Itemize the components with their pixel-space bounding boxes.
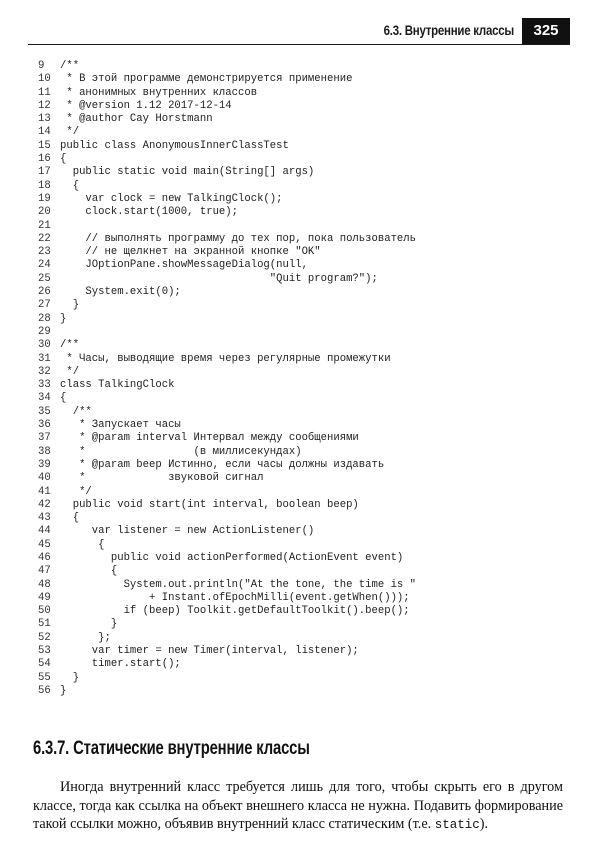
code-line [38,100,416,113]
code-text: { [60,153,67,166]
line-number: 14 [38,126,51,139]
inline-code-static: static [434,818,480,833]
code-text: /** [60,60,80,72]
line-number: 33 [38,379,51,392]
code-text: { [60,512,80,525]
code-text: { [60,392,67,405]
line-number: 24 [38,259,51,272]
code-text: }; [60,631,111,644]
line-number: 28 [38,312,51,325]
code-line [38,432,416,445]
code-line [38,592,416,605]
line-number: 38 [38,445,51,458]
code-text: // не щелкнет на экранной кнопке "OK" [60,246,321,259]
paragraph-end: ). [479,816,489,833]
code-text: "Quit program?"); [60,272,378,285]
line-number: 45 [38,538,51,551]
line-number: 15 [38,139,51,152]
code-text: * звуковой сигнал [60,472,264,485]
line-number: 19 [38,192,51,205]
code-line [38,299,416,312]
line-number: 55 [38,671,51,684]
line-number: 22 [38,232,51,245]
code-line [38,326,416,339]
code-text: JOptionPane.showMessageDialog(null, [60,259,308,272]
code-line [38,406,416,419]
code-text: */ [60,365,80,378]
line-number: 30 [38,339,51,352]
code-line [38,379,416,392]
code-text: } [60,312,67,325]
line-number: 27 [38,299,51,312]
line-number: 46 [38,551,51,564]
code-line [38,539,416,552]
code-line [38,632,416,645]
line-number: 25 [38,272,51,285]
line-number: 49 [38,591,51,604]
paragraph-text: Иногда внутренний класс требуется лишь для того, чтобы скрыть его в другом классе, тогда как ссылка на объект внешнего класса не нужна. Подавить формирование такой ссылки можно, объявив внутренний класс статическим (т.е. [33,779,563,833]
section-heading: 6.3.7. Статические внутренние классы [33,738,310,759]
code-text: * @param beep Истинно, если часы должны издавать [60,458,385,471]
code-listing [38,60,416,698]
code-line [38,126,416,139]
page-number: 325 [522,18,570,44]
line-number: 36 [38,419,51,432]
line-number: 12 [38,99,51,112]
line-number: 54 [38,658,51,671]
code-line [38,672,416,685]
code-text: var clock = new TalkingClock(); [60,192,283,205]
line-number: 43 [38,512,51,525]
code-text: System.out.println("At the tone, the time is " [60,578,417,591]
code-line [38,486,416,499]
code-text: * В этой программе демонстрируется применение [60,73,353,86]
line-number: 39 [38,458,51,471]
code-line [38,140,416,153]
code-text: { [60,565,118,578]
code-line [38,60,416,73]
code-text: public class AnonymousInnerClassTest [60,139,289,152]
code-line [38,459,416,472]
code-text: public void actionPerformed(ActionEvent event) [60,551,404,564]
code-text: } [60,671,80,684]
code-text: public void start(int interval, boolean beep) [60,498,359,511]
code-text: // выполнять программу до тех пор, пока пользователь [60,232,417,245]
line-number: 13 [38,113,51,126]
line-number: 53 [38,645,51,658]
code-text: * Запускает часы [60,419,181,432]
line-number: 35 [38,405,51,418]
code-text: * @version 1.12 2017-12-14 [60,99,232,112]
line-number: 20 [38,206,51,219]
code-text: var timer = new Timer(interval, listener); [60,645,359,658]
line-number: 23 [38,246,51,259]
line-number: 41 [38,485,51,498]
code-text: * @author Cay Horstmann [60,113,213,126]
line-number: 34 [38,392,51,405]
code-text: * анонимных внутренних классов [60,86,258,99]
code-line [38,645,416,658]
line-number: 56 [38,684,51,697]
line-number: 31 [38,352,51,365]
code-line [38,472,416,485]
code-line [38,512,416,525]
line-number: 9 [38,60,45,72]
code-line [38,273,416,286]
code-line [38,499,416,512]
code-line [38,366,416,379]
line-number: 44 [38,525,51,538]
code-text: public static void main(String[] args) [60,166,315,179]
code-line [38,220,416,233]
code-text: } [60,618,118,631]
code-line [38,419,416,432]
code-text: } [60,684,67,697]
code-text: * Часы, выводящие время через регулярные промежутки [60,352,391,365]
code-text: timer.start(); [60,658,181,671]
code-text: System.exit(0); [60,286,181,299]
code-line [38,193,416,206]
line-number: 50 [38,605,51,618]
code-text: * @param interval Интервал между сообщениями [60,432,359,445]
code-line [38,618,416,631]
running-head [28,20,570,45]
code-line [38,552,416,565]
line-number: 16 [38,153,51,166]
line-number: 11 [38,86,51,99]
line-number: 47 [38,565,51,578]
code-line [38,565,416,578]
code-text: if (beep) Toolkit.getDefaultToolkit().beep(); [60,605,410,618]
code-text: { [60,179,80,192]
code-line [38,605,416,618]
line-number: 10 [38,73,51,86]
code-text: /** [60,405,92,418]
line-number: 26 [38,286,51,299]
line-number: 40 [38,472,51,485]
code-line [38,206,416,219]
line-number: 32 [38,365,51,378]
code-text: + Instant.ofEpochMilli(event.getWhen())); [60,591,410,604]
code-text: { [60,538,105,551]
line-number: 42 [38,498,51,511]
code-text: /** [60,339,80,352]
code-line [38,180,416,193]
code-line [38,313,416,326]
code-line [38,246,416,259]
code-line [38,259,416,272]
body-paragraph [33,778,563,835]
code-text: } [60,299,80,312]
code-line [38,166,416,179]
code-text: class TalkingClock [60,379,175,392]
code-line [38,286,416,299]
line-number: 51 [38,618,51,631]
code-line [38,658,416,671]
code-text: clock.start(1000, true); [60,206,239,219]
code-text: */ [60,485,92,498]
code-line [38,233,416,246]
code-text: var listener = new ActionListener() [60,525,315,538]
line-number: 21 [38,219,51,232]
code-line [38,73,416,86]
code-line [38,685,416,698]
line-number: 29 [38,325,51,338]
line-number: 18 [38,179,51,192]
code-line [38,525,416,538]
line-number: 17 [38,166,51,179]
code-line [38,579,416,592]
code-line [38,446,416,459]
running-head-section-title: 6.3. Внутренние классы [383,22,514,38]
code-line [38,392,416,405]
line-number: 52 [38,631,51,644]
code-line [38,87,416,100]
line-number: 37 [38,432,51,445]
code-line [38,353,416,366]
code-text: * (в миллисекундах) [60,445,302,458]
code-text: */ [60,126,80,139]
code-line [38,113,416,126]
code-line [38,153,416,166]
line-number: 48 [38,578,51,591]
code-line [38,339,416,352]
